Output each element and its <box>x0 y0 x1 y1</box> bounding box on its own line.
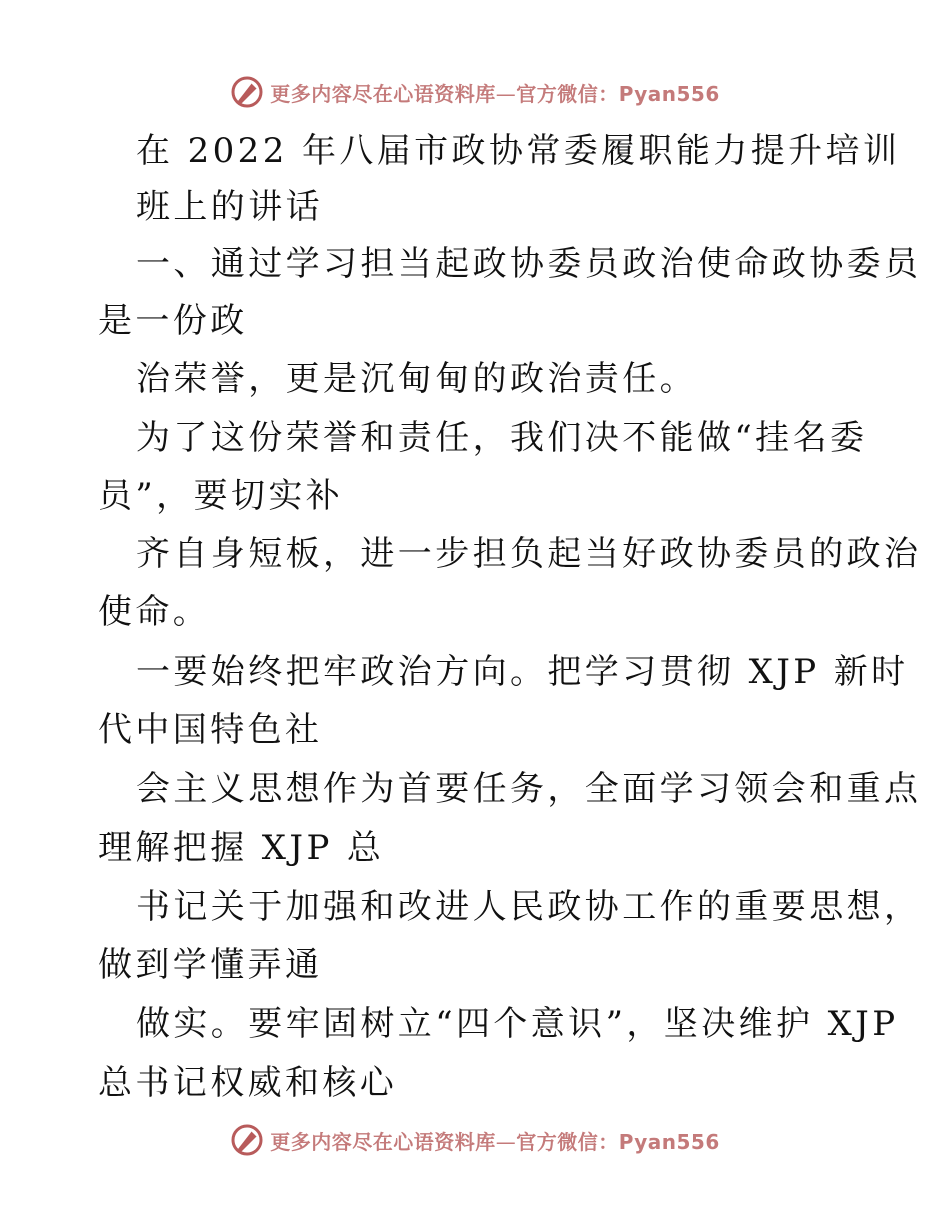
paragraph-line: 理解把握 XJP 总 <box>98 828 385 868</box>
paragraph-line: 是一份政 <box>98 301 248 341</box>
doc-title-line-2: 班上的讲话 <box>136 187 323 227</box>
contact-id: Pyan556 <box>618 1129 720 1154</box>
brand-name: 更多内容尽在心语资料库 <box>270 81 496 106</box>
footer-watermark-banner <box>0 1120 950 1160</box>
paragraph-line: 齐自身短板，进一步担负起当好政协委员的政治 <box>136 534 922 574</box>
paragraph-line: 做到学懂弄通 <box>98 945 323 985</box>
paragraph-line: 会主义思想作为首要任务，全面学习领会和重点 <box>136 769 922 809</box>
paragraph-line: 书记关于加强和改进人民政协工作的重要思想， <box>136 887 922 927</box>
contact-label: 官方微信： <box>516 1129 619 1154</box>
brand-name: 更多内容尽在心语资料库 <box>270 1129 496 1154</box>
watermark-text <box>270 1126 720 1155</box>
paragraph-line: 员”，要切实补 <box>98 476 344 516</box>
separator: — <box>495 81 517 106</box>
paragraph-line: 总书记权威和核心 <box>98 1063 398 1103</box>
paragraph-line: 为了这份荣誉和责任，我们决不能做“挂名委 <box>136 418 868 458</box>
doc-title-line-1: 在 2022 年八届市政协常委履职能力提升培训 <box>136 131 901 171</box>
paragraph-line: 一、通过学习担当起政协委员政治使命政协委员 <box>136 244 922 284</box>
contact-label: 官方微信： <box>516 81 619 106</box>
paragraph-line: 代中国特色社 <box>98 710 323 750</box>
paragraph-line: 使命。 <box>98 592 211 632</box>
separator: — <box>495 1129 517 1154</box>
paragraph-line: 一要始终把牢政治方向。把学习贯彻 XJP 新时 <box>136 652 909 692</box>
paragraph-line: 做实。要牢固树立“四个意识”，坚决维护 XJP <box>136 1004 899 1044</box>
contact-id: Pyan556 <box>618 81 720 106</box>
pen-nib-logo-icon <box>230 1123 264 1157</box>
paragraph-line: 治荣誉，更是沉甸甸的政治责任。 <box>136 359 697 399</box>
